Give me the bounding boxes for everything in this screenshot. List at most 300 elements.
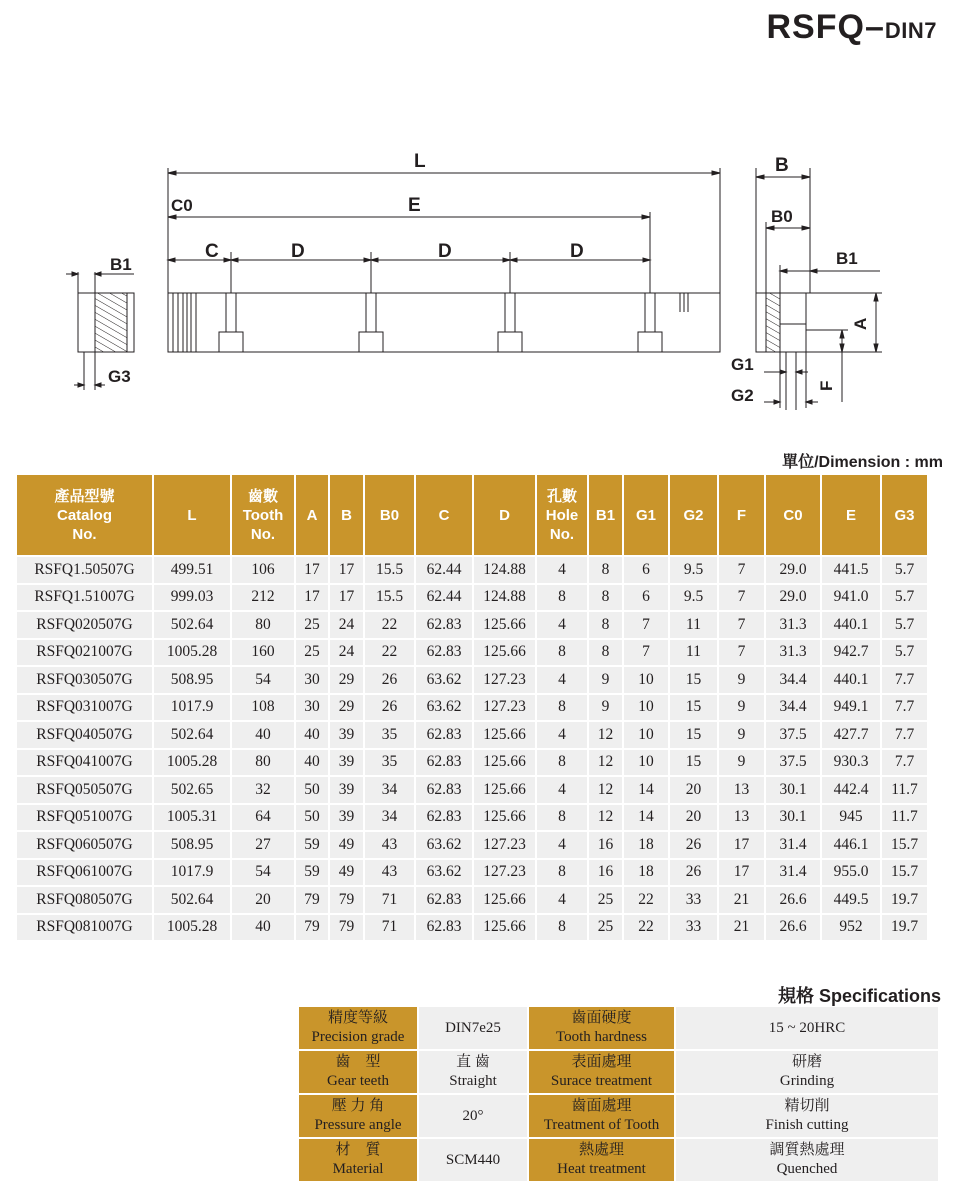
- catalog-header-cell: [416, 475, 472, 555]
- table-cell: 8: [537, 585, 587, 611]
- table-cell: 17: [719, 860, 764, 886]
- table-cell: 31.4: [766, 860, 820, 886]
- catalog-header-en1: L: [187, 506, 197, 524]
- catalog-header-en1: Tooth: [242, 506, 284, 524]
- spec-body: [299, 1007, 938, 1181]
- label-B: B: [775, 155, 789, 176]
- table-cell: 29.0: [766, 557, 820, 583]
- table-cell: 24: [330, 640, 363, 666]
- table-cell: 62.44: [416, 557, 472, 583]
- table-cell: 17: [330, 585, 363, 611]
- table-cell: 941.0: [822, 585, 880, 611]
- left-section-hatch: [95, 293, 127, 352]
- table-cell: 30: [296, 667, 328, 693]
- table-cell: 6: [624, 585, 668, 611]
- table-cell: 8: [537, 640, 587, 666]
- table-cell: 499.51: [154, 557, 230, 583]
- catalog-header-cell: [154, 475, 230, 555]
- table-cell: 502.65: [154, 777, 230, 803]
- label-B1-left: B1: [110, 255, 132, 274]
- table-cell: 29: [330, 695, 363, 721]
- table-cell: 35: [365, 750, 414, 776]
- table-cell: 20: [670, 777, 717, 803]
- spec-value-text: 直 齒: [456, 1054, 490, 1070]
- table-cell: 11: [670, 640, 717, 666]
- table-cell: 22: [365, 612, 414, 638]
- table-cell: 26: [670, 860, 717, 886]
- table-cell: 8: [537, 805, 587, 831]
- catalog-header-cell: [474, 475, 535, 555]
- table-cell: 40: [232, 915, 294, 941]
- spec-value-text: 精切削: [784, 1098, 830, 1114]
- table-cell: 34.4: [766, 695, 820, 721]
- table-cell: 29: [330, 667, 363, 693]
- label-D-3: D: [570, 241, 584, 262]
- table-cell: 54: [232, 860, 294, 886]
- table-cell: 39: [330, 805, 363, 831]
- title-main: RSFQ: [766, 8, 865, 46]
- catalog-header-cell: [330, 475, 363, 555]
- spec-label-text: Material: [332, 1161, 384, 1177]
- catalog-header-cell: [232, 475, 294, 555]
- catalog-header-cell: [882, 475, 927, 555]
- spec-label-text: Gear teeth: [326, 1073, 390, 1089]
- table-cell: 125.66: [474, 805, 535, 831]
- spec-label: [299, 1139, 417, 1181]
- catalog-no-cell: RSFQ061007G: [17, 860, 152, 886]
- table-cell: 9: [719, 722, 764, 748]
- table-cell: 999.03: [154, 585, 230, 611]
- table-cell: 25: [589, 915, 622, 941]
- table-cell: 106: [232, 557, 294, 583]
- spec-label-text: Precision grade: [311, 1029, 405, 1045]
- table-cell: 440.1: [822, 667, 880, 693]
- catalog-header-cell: [719, 475, 764, 555]
- table-row: [17, 750, 927, 776]
- table-cell: 20: [670, 805, 717, 831]
- table-cell: 17: [296, 585, 328, 611]
- table-cell: 4: [537, 557, 587, 583]
- table-cell: 441.5: [822, 557, 880, 583]
- catalog-header-en1: G1: [635, 506, 656, 524]
- hole-2: [359, 293, 383, 352]
- spec-label-text: 齒面處理: [571, 1098, 632, 1114]
- catalog-header-row: [17, 475, 927, 555]
- table-cell: 21: [719, 915, 764, 941]
- table-cell: 449.5: [822, 887, 880, 913]
- table-cell: 30.1: [766, 805, 820, 831]
- table-cell: 22: [624, 887, 668, 913]
- catalog-header-en1: B1: [595, 506, 616, 524]
- catalog-header-en1: A: [306, 506, 318, 524]
- table-cell: 9.5: [670, 557, 717, 583]
- catalog-header-cell: [624, 475, 668, 555]
- table-cell: 7: [719, 557, 764, 583]
- table-row: [17, 722, 927, 748]
- table-cell: 8: [589, 585, 622, 611]
- catalog-no-cell: RSFQ060507G: [17, 832, 152, 858]
- table-cell: 9: [589, 667, 622, 693]
- spec-label-text: Treatment of Tooth: [543, 1117, 660, 1133]
- catalog-header-cell: [589, 475, 622, 555]
- table-row: [17, 695, 927, 721]
- table-cell: 17: [296, 557, 328, 583]
- spec-label-text: Pressure angle: [314, 1117, 402, 1133]
- table-row: [17, 860, 927, 886]
- table-cell: 15: [670, 667, 717, 693]
- table-cell: 9.5: [670, 585, 717, 611]
- catalog-header-en1: G2: [683, 506, 704, 524]
- table-cell: 10: [624, 722, 668, 748]
- table-cell: 16: [589, 860, 622, 886]
- catalog-header-cell: [670, 475, 717, 555]
- table-cell: 5.7: [882, 557, 927, 583]
- table-cell: 1005.28: [154, 915, 230, 941]
- table-cell: 62.83: [416, 915, 472, 941]
- catalog-header-en1: D: [499, 506, 510, 524]
- catalog-header-en1: G3: [894, 506, 915, 524]
- catalog-header-en1: B: [341, 506, 352, 524]
- table-cell: 27: [232, 832, 294, 858]
- table-cell: 9: [719, 695, 764, 721]
- table-cell: 22: [365, 640, 414, 666]
- label-G3: G3: [108, 367, 131, 386]
- spec-row: [299, 1007, 938, 1049]
- table-cell: 16: [589, 832, 622, 858]
- catalog-table: [15, 473, 929, 942]
- spec-value: [676, 1051, 938, 1093]
- table-cell: 945: [822, 805, 880, 831]
- table-cell: 17: [719, 832, 764, 858]
- table-cell: 4: [537, 777, 587, 803]
- table-cell: 6: [624, 557, 668, 583]
- table-cell: 79: [330, 887, 363, 913]
- table-cell: 15.5: [365, 585, 414, 611]
- table-cell: 125.66: [474, 612, 535, 638]
- table-cell: 952: [822, 915, 880, 941]
- table-cell: 22: [624, 915, 668, 941]
- table-cell: 7.7: [882, 695, 927, 721]
- table-cell: 5.7: [882, 640, 927, 666]
- table-cell: 9: [589, 695, 622, 721]
- table-cell: 124.88: [474, 585, 535, 611]
- spec-value: [419, 1007, 527, 1049]
- table-cell: 5.7: [882, 612, 927, 638]
- table-cell: 34: [365, 777, 414, 803]
- table-cell: 10: [624, 695, 668, 721]
- table-cell: 15.7: [882, 832, 927, 858]
- spec-label-text: 壓 力 角: [331, 1098, 385, 1114]
- hole-4: [638, 293, 662, 352]
- table-cell: 7.7: [882, 750, 927, 776]
- spec-row: [299, 1139, 938, 1181]
- table-cell: 4: [537, 612, 587, 638]
- table-cell: 127.23: [474, 667, 535, 693]
- table-cell: 13: [719, 777, 764, 803]
- spec-label-text: 齒 型: [335, 1054, 381, 1070]
- catalog-no-cell: RSFQ030507G: [17, 667, 152, 693]
- table-cell: 9: [719, 750, 764, 776]
- table-cell: 502.64: [154, 887, 230, 913]
- spec-value-text: SCM440: [445, 1151, 501, 1168]
- table-cell: 8: [537, 860, 587, 886]
- catalog-no-cell: RSFQ040507G: [17, 722, 152, 748]
- table-cell: 502.64: [154, 722, 230, 748]
- table-cell: 17: [330, 557, 363, 583]
- table-cell: 212: [232, 585, 294, 611]
- label-B0: B0: [771, 207, 793, 226]
- table-cell: 7: [624, 640, 668, 666]
- spec-label-text: 表面處理: [571, 1054, 632, 1070]
- table-cell: 427.7: [822, 722, 880, 748]
- table-cell: 33: [670, 915, 717, 941]
- table-cell: 35: [365, 722, 414, 748]
- table-cell: 34.4: [766, 667, 820, 693]
- table-cell: 15.5: [365, 557, 414, 583]
- spec-value: [676, 1095, 938, 1137]
- catalog-header-zh: 孔數: [546, 487, 577, 505]
- catalog-no-cell: RSFQ1.50507G: [17, 557, 152, 583]
- table-cell: 79: [330, 915, 363, 941]
- table-cell: 124.88: [474, 557, 535, 583]
- table-cell: 37.5: [766, 750, 820, 776]
- table-cell: 15.7: [882, 860, 927, 886]
- spec-value-text: Finish cutting: [765, 1117, 849, 1133]
- table-cell: 39: [330, 722, 363, 748]
- label-A: A: [851, 317, 870, 330]
- table-cell: 12: [589, 722, 622, 748]
- table-cell: 8: [537, 915, 587, 941]
- table-cell: 49: [330, 860, 363, 886]
- table-cell: 1005.28: [154, 750, 230, 776]
- table-cell: 108: [232, 695, 294, 721]
- table-cell: 14: [624, 777, 668, 803]
- table-cell: 8: [589, 612, 622, 638]
- catalog-no-cell: RSFQ020507G: [17, 612, 152, 638]
- table-cell: 8: [537, 750, 587, 776]
- right-end-view: [756, 293, 806, 352]
- table-cell: 8: [589, 557, 622, 583]
- table-cell: 7: [719, 585, 764, 611]
- table-cell: 4: [537, 722, 587, 748]
- spec-value-text: Straight: [449, 1073, 497, 1089]
- table-cell: 930.3: [822, 750, 880, 776]
- table-row: [17, 832, 927, 858]
- catalog-no-cell: RSFQ081007G: [17, 915, 152, 941]
- table-cell: 63.62: [416, 832, 472, 858]
- table-cell: 1005.31: [154, 805, 230, 831]
- catalog-header-en1: C0: [783, 506, 803, 524]
- catalog-header-en2: No.: [549, 525, 575, 543]
- table-cell: 14: [624, 805, 668, 831]
- table-cell: 955.0: [822, 860, 880, 886]
- table-cell: 12: [589, 750, 622, 776]
- table-row: [17, 585, 927, 611]
- catalog-header-en1: Catalog: [56, 506, 112, 524]
- table-cell: 4: [537, 832, 587, 858]
- table-row: [17, 805, 927, 831]
- table-cell: 125.66: [474, 640, 535, 666]
- spec-row: [299, 1095, 938, 1137]
- spec-label: [529, 1051, 674, 1093]
- table-cell: 9: [719, 667, 764, 693]
- table-cell: 19.7: [882, 887, 927, 913]
- table-row: [17, 640, 927, 666]
- table-cell: 39: [330, 750, 363, 776]
- table-cell: 79: [296, 915, 328, 941]
- spec-value-text: Grinding: [779, 1073, 835, 1089]
- table-cell: 5.7: [882, 585, 927, 611]
- table-cell: 43: [365, 832, 414, 858]
- catalog-header-cell: [17, 475, 152, 555]
- table-cell: 54: [232, 667, 294, 693]
- spec-title: 規格 Specifications: [777, 986, 941, 1006]
- table-cell: 502.64: [154, 612, 230, 638]
- table-cell: 26: [365, 695, 414, 721]
- catalog-header-en1: F: [736, 506, 747, 524]
- table-cell: 62.83: [416, 612, 472, 638]
- table-cell: 63.62: [416, 860, 472, 886]
- spec-value-text: DIN7e25: [445, 1019, 501, 1036]
- catalog-header-en1: Hole: [545, 506, 579, 524]
- table-cell: 71: [365, 915, 414, 941]
- catalog-no-cell: RSFQ051007G: [17, 805, 152, 831]
- table-cell: 508.95: [154, 667, 230, 693]
- table-cell: 62.44: [416, 585, 472, 611]
- table-cell: 942.7: [822, 640, 880, 666]
- table-cell: 7: [624, 612, 668, 638]
- spec-label: [529, 1007, 674, 1049]
- spec-value-text: 15 ~ 20HRC: [768, 1019, 846, 1036]
- table-cell: 40: [296, 750, 328, 776]
- spec-label: [529, 1095, 674, 1137]
- spec-label: [529, 1139, 674, 1181]
- catalog-header-cell: [822, 475, 880, 555]
- label-D-1: D: [291, 241, 305, 262]
- catalog-header-en1: C: [438, 506, 450, 524]
- spec-value: [676, 1139, 938, 1181]
- table-row: [17, 777, 927, 803]
- spec-label-text: 熱處理: [578, 1142, 624, 1158]
- table-cell: 7.7: [882, 667, 927, 693]
- table-row: [17, 915, 927, 941]
- table-cell: 59: [296, 860, 328, 886]
- table-cell: 62.83: [416, 887, 472, 913]
- table-cell: 64: [232, 805, 294, 831]
- table-cell: 440.1: [822, 612, 880, 638]
- table-cell: 26: [365, 667, 414, 693]
- table-cell: 32: [232, 777, 294, 803]
- table-cell: 26: [670, 832, 717, 858]
- spec-value: [676, 1007, 938, 1049]
- label-C0: C0: [171, 196, 193, 215]
- table-cell: 59: [296, 832, 328, 858]
- table-cell: 12: [589, 805, 622, 831]
- catalog-header-en2: No.: [250, 525, 276, 543]
- spec-value-text: 研磨: [791, 1054, 822, 1070]
- table-cell: 71: [365, 887, 414, 913]
- table-cell: 127.23: [474, 695, 535, 721]
- catalog-no-cell: RSFQ031007G: [17, 695, 152, 721]
- catalog-no-cell: RSFQ021007G: [17, 640, 152, 666]
- spec-label-text: 齒面硬度: [571, 1010, 632, 1026]
- table-cell: 26.6: [766, 887, 820, 913]
- table-cell: 80: [232, 612, 294, 638]
- table-cell: 21: [719, 887, 764, 913]
- table-cell: 949.1: [822, 695, 880, 721]
- spec-value: [419, 1139, 527, 1181]
- table-cell: 4: [537, 887, 587, 913]
- label-D-2: D: [438, 241, 452, 262]
- table-cell: 127.23: [474, 832, 535, 858]
- table-cell: 30.1: [766, 777, 820, 803]
- table-cell: 125.66: [474, 722, 535, 748]
- table-cell: 33: [670, 887, 717, 913]
- table-cell: 13: [719, 805, 764, 831]
- table-cell: 7.7: [882, 722, 927, 748]
- catalog-no-cell: RSFQ080507G: [17, 887, 152, 913]
- spec-value-text: 20°: [462, 1107, 484, 1124]
- spec-row: [299, 1051, 938, 1093]
- table-cell: 62.83: [416, 777, 472, 803]
- spec-label-text: 精度等級: [327, 1010, 388, 1026]
- table-cell: 39: [330, 777, 363, 803]
- catalog-header-en1: E: [845, 506, 856, 524]
- page-title: [767, 8, 938, 47]
- spec-value: [419, 1095, 527, 1137]
- table-cell: 1017.9: [154, 860, 230, 886]
- table-cell: 25: [296, 640, 328, 666]
- table-cell: 62.83: [416, 640, 472, 666]
- catalog-header-cell: [296, 475, 328, 555]
- spec-label: [299, 1007, 417, 1049]
- spec-label-text: Tooth hardness: [555, 1029, 648, 1045]
- catalog-header-cell: [766, 475, 820, 555]
- table-cell: 7: [719, 640, 764, 666]
- catalog-header-cell: [365, 475, 414, 555]
- table-cell: 125.66: [474, 777, 535, 803]
- table-cell: 20: [232, 887, 294, 913]
- table-cell: 25: [296, 612, 328, 638]
- table-cell: 31.3: [766, 612, 820, 638]
- catalog-body: [17, 557, 927, 940]
- table-cell: 43: [365, 860, 414, 886]
- table-cell: 50: [296, 777, 328, 803]
- technical-drawing: [0, 140, 957, 430]
- label-F: F: [817, 380, 836, 391]
- table-cell: 18: [624, 860, 668, 886]
- spec-value: [419, 1051, 527, 1093]
- table-row: [17, 887, 927, 913]
- table-cell: 62.83: [416, 722, 472, 748]
- label-G1: G1: [731, 355, 754, 374]
- rack-front-view: [168, 293, 720, 352]
- table-cell: 18: [624, 832, 668, 858]
- label-B1-right: B1: [836, 249, 858, 268]
- table-cell: 29.0: [766, 585, 820, 611]
- spec-label-text: Heat treatment: [557, 1161, 646, 1177]
- table-cell: 11: [670, 612, 717, 638]
- table-cell: 25: [589, 887, 622, 913]
- unit-caption: 單位/Dimension : mm: [782, 454, 943, 471]
- catalog-header-zh: 齒數: [247, 487, 278, 505]
- hole-3: [498, 293, 522, 352]
- hole-1: [219, 293, 243, 352]
- title-dash: –: [864, 8, 885, 46]
- table-cell: 15: [670, 750, 717, 776]
- catalog-no-cell: RSFQ050507G: [17, 777, 152, 803]
- table-cell: 160: [232, 640, 294, 666]
